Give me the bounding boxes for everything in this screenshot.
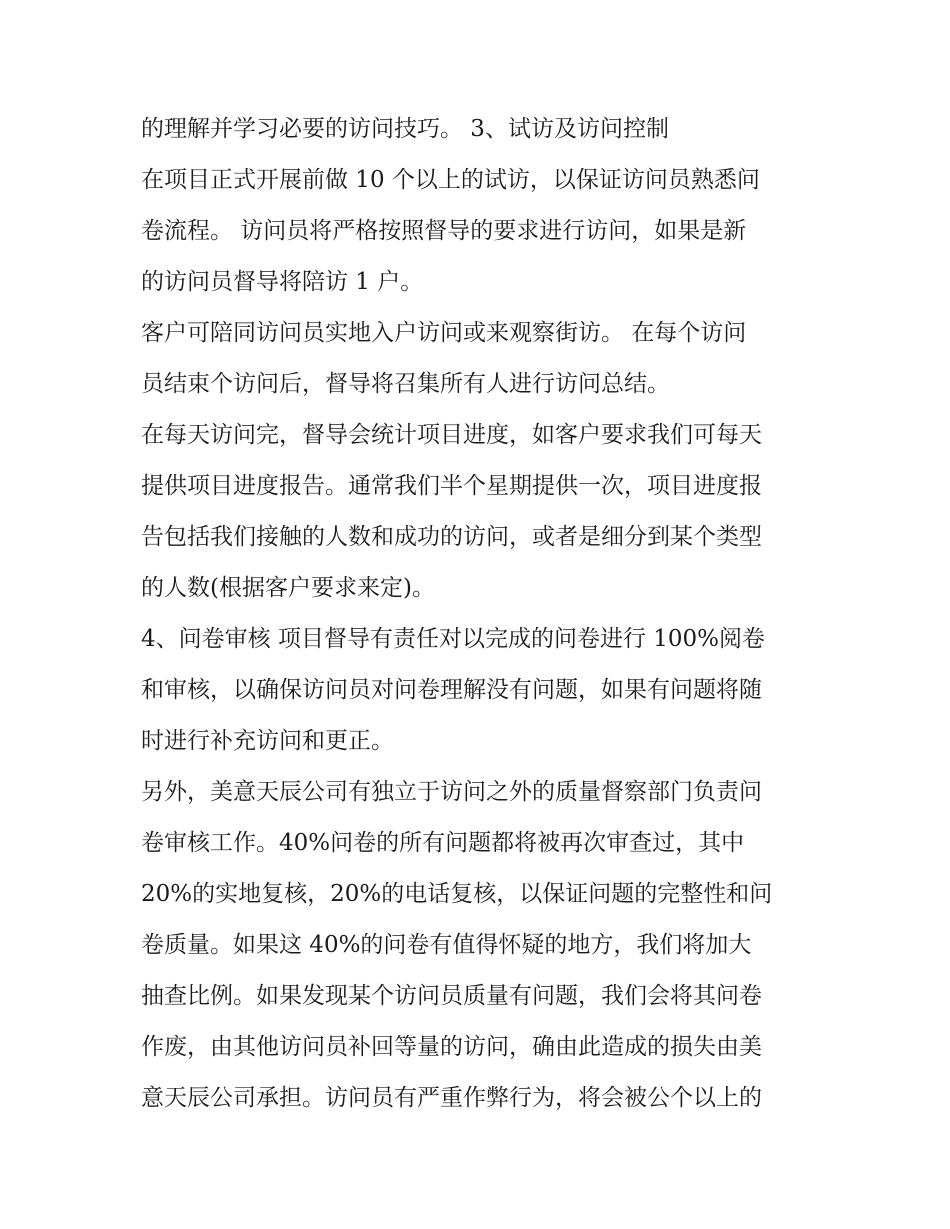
text-line: 作废，由其他访问员补回等量的访问，确由此造成的损失由美 [141,1034,762,1060]
text-line: 时进行补充访问和更正。 [141,728,394,754]
text-line: 的人数(根据客户要求来定)。 [141,575,435,601]
text-line: 卷审核工作。40%问卷的所有问题都将被再次审查过，其中 [141,830,745,856]
text-line: 20%的实地复核，20%的电话复核，以保证问题的完整性和问 [141,881,773,907]
text-line: 在项目正式开展前做 10 个以上的试访，以保证访问员熟悉问 [141,167,760,193]
text-line: 提供项目进度报告。通常我们半个星期提供一次，项目进度报 [141,473,762,499]
text-line: 另外，美意天辰公司有独立于访问之外的质量督察部门负责问 [141,779,762,805]
text-line: 的访问员督导将陪访 1 户。 [141,269,424,295]
text-line: 在每天访问完，督导会统计项目进度，如客户要求我们可每天 [141,422,762,448]
text-line: 意天辰公司承担。访问员有严重作弊行为，将会被公个以上的 [141,1085,762,1111]
text-line: 员结束个访问后，督导将召集所有人进行访问总结。 [141,371,670,397]
text-line: 客户可陪同访问员实地入户访问或来观察街访。 在每个访问 [141,320,747,346]
text-line: 卷质量。如果这 40%的问卷有值得怀疑的地方，我们将加大 [141,932,752,958]
text-line: 的理解并学习必要的访问技巧。 3、试访及访问控制 [141,116,669,142]
text-line: 卷流程。 访问员将严格按照督导的要求进行访问，如果是新 [141,218,747,244]
text-line: 和审核，以确保访问员对问卷理解没有问题，如果有问题将随 [141,677,762,703]
text-line: 告包括我们接触的人数和成功的访问，或者是细分到某个类型 [141,524,762,550]
text-line: 4、问卷审核 项目督导有责任对以完成的问卷进行 100%阅卷 [141,626,766,652]
body-text [141,104,821,1124]
text-line: 抽查比例。如果发现某个访问员质量有问题，我们会将其问卷 [141,983,762,1009]
